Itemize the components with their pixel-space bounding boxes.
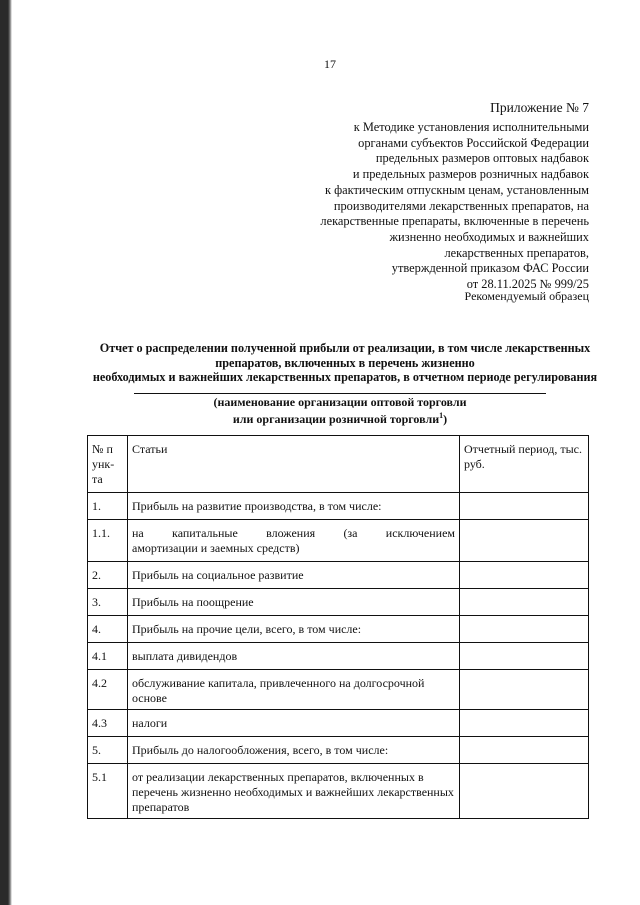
row-number: 4.2 — [88, 670, 128, 710]
organization-name-line — [134, 393, 546, 394]
row-value[interactable] — [460, 520, 589, 562]
report-title-line: необходимых и важнейших лекарственных препаратов, в отчетном периоде регулирования — [92, 370, 598, 384]
row-number: 5.1 — [88, 764, 128, 819]
header-period: Отчетный период, тыс. руб. — [460, 436, 589, 493]
appendix-line: к Методике установления исполнительными — [353, 120, 589, 134]
row-item: Прибыль на прочие цели, всего, в том числе: — [128, 616, 460, 643]
appendix-line: производителями лекарственных препаратов, на — [333, 198, 589, 213]
appendix-line: утвержденной приказом ФАС России — [391, 261, 589, 276]
table-row — [88, 670, 589, 710]
table-row — [88, 520, 589, 562]
row-value[interactable] — [460, 643, 589, 670]
row-item: Прибыль на поощрение — [128, 589, 460, 616]
org-caption-text: или организации розничной торговли — [232, 412, 440, 426]
table-header-row — [88, 436, 589, 493]
table-row — [88, 737, 589, 764]
report-title — [85, 341, 605, 385]
page-number: 17 — [324, 57, 336, 71]
org-caption-line: (наименование организации оптовой торговли — [213, 395, 467, 409]
table-row — [88, 616, 589, 643]
row-value[interactable] — [460, 710, 589, 737]
row-item: Прибыль на развитие производства, в том числе: — [128, 493, 460, 520]
footnote-mark: 1 — [439, 411, 444, 420]
word: капитальные — [172, 526, 238, 540]
appendix-line: от 28.11.2025 № 999/25 — [466, 277, 589, 292]
row-item: Прибыль до налогообложения, всего, в том числе: — [128, 737, 460, 764]
row-item: налоги — [128, 710, 460, 737]
word: на — [132, 526, 144, 540]
row-item: от реализации лекарственных препаратов, включенных в перечень жизненно необходимых и важнейших лекарственных препаратов — [128, 764, 460, 819]
row-number: 1.1. — [88, 520, 128, 562]
row-value[interactable] — [460, 562, 589, 589]
appendix-line: жизненно необходимых и важнейших — [389, 229, 589, 244]
row-item: выплата дивидендов — [128, 643, 460, 670]
row-value[interactable] — [460, 493, 589, 520]
sample-label: Рекомендуемый образец — [464, 289, 589, 303]
row-value[interactable] — [460, 616, 589, 643]
appendix-line: предельных размеров оптовых надбавок — [375, 151, 589, 166]
row-item-line1 — [132, 526, 455, 541]
appendix-block — [229, 100, 589, 293]
table-row — [88, 589, 589, 616]
profit-distribution-table — [87, 435, 589, 819]
row-item: Прибыль на социальное развитие — [128, 562, 460, 589]
appendix-line: и предельных размеров розничных надбавок — [352, 167, 589, 182]
word: (за — [343, 526, 358, 540]
header-number — [88, 436, 128, 493]
row-item-line2: амортизации и заемных средств) — [132, 541, 300, 555]
row-value[interactable] — [460, 670, 589, 710]
row-number: 5. — [88, 737, 128, 764]
table-row — [88, 493, 589, 520]
scan-edge — [0, 0, 12, 905]
row-value[interactable] — [460, 737, 589, 764]
report-title-line: Отчет о распределении полученной прибыли от реализации, в том числе лекарственных — [99, 341, 591, 355]
appendix-line: органами субъектов Российской Федерации — [358, 135, 589, 150]
table-row — [88, 710, 589, 737]
row-number: 4.3 — [88, 710, 128, 737]
appendix-lines — [229, 120, 589, 293]
header-number-text: № пунк-та — [92, 442, 115, 486]
appendix-line: лекарственных препаратов, — [444, 245, 589, 260]
table-row — [88, 764, 589, 819]
row-value[interactable] — [460, 589, 589, 616]
row-number: 4.1 — [88, 643, 128, 670]
table-row — [88, 643, 589, 670]
word: исключением — [385, 526, 455, 540]
appendix-line: лекарственные препараты, включенные в перечень — [320, 214, 589, 229]
report-title-line: препаратов, включенных в перечень жизненно — [215, 355, 475, 370]
org-caption-close: ) — [443, 412, 448, 426]
row-number: 3. — [88, 589, 128, 616]
header-item: Статьи — [128, 436, 460, 493]
appendix-title: Приложение № 7 — [490, 100, 589, 115]
row-number: 4. — [88, 616, 128, 643]
row-item — [128, 520, 460, 562]
table-row — [88, 562, 589, 589]
row-number: 1. — [88, 493, 128, 520]
row-number: 2. — [88, 562, 128, 589]
row-value[interactable] — [460, 764, 589, 819]
organization-caption — [134, 395, 546, 426]
word: вложения — [266, 526, 316, 540]
org-caption-line — [134, 409, 546, 426]
appendix-line: к фактическим отпускным ценам, установленным — [324, 182, 589, 197]
row-item: обслуживание капитала, привлеченного на долгосрочной основе — [128, 670, 460, 710]
